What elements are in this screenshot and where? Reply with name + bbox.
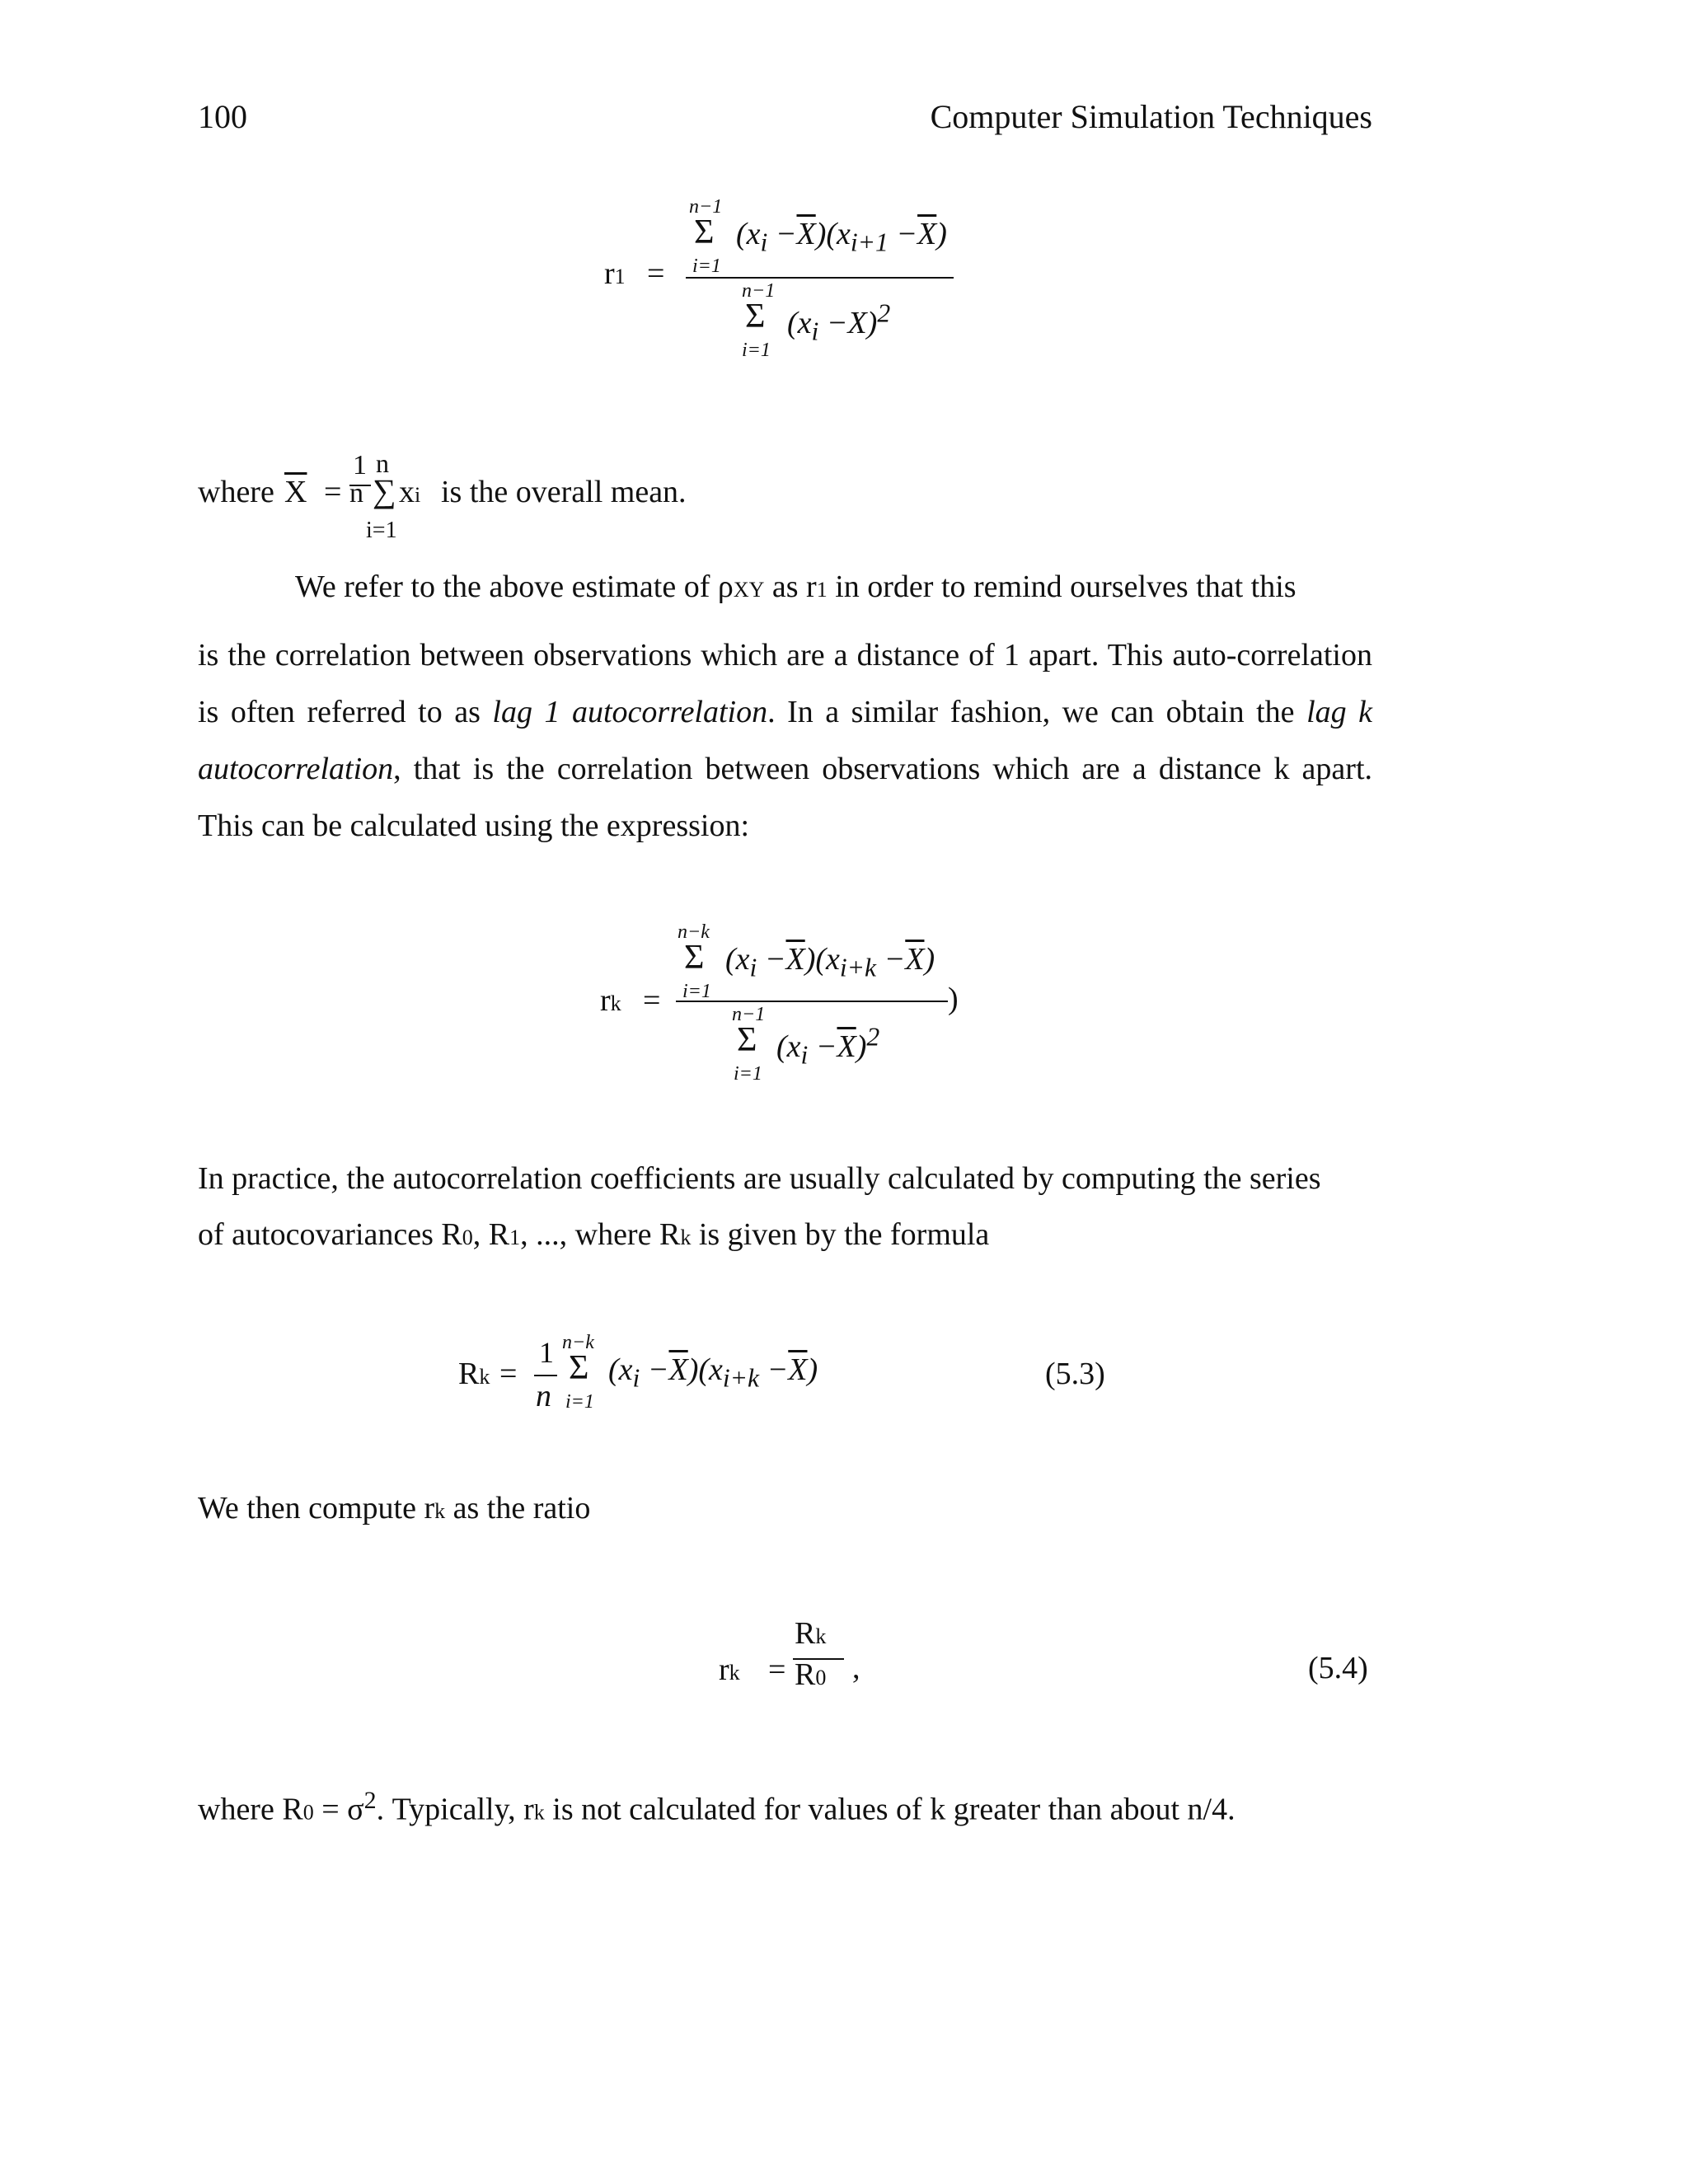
- p2-text-b: , R: [472, 1217, 510, 1252]
- eq-r1-num-upper: n−1: [689, 196, 723, 218]
- eq-r1-den-sum: Σ: [745, 298, 766, 335]
- eq54-den: R: [795, 1657, 816, 1692]
- p2-text-c: , ..., where R: [520, 1217, 681, 1252]
- eq54-lhs-sub: k: [729, 1661, 740, 1685]
- eq-rk-num-lower: i=1: [682, 981, 711, 1002]
- paragraph1-line1: [295, 569, 1296, 605]
- line-then-compute: [198, 1490, 590, 1526]
- paragraph1-body: [198, 627, 1372, 855]
- eq53-number: (5.3): [1045, 1357, 1105, 1391]
- eq-r1-equals: =: [647, 256, 665, 291]
- p2-text-d: is given by the formula: [691, 1217, 990, 1252]
- p2-text-a: of autocovariances R: [198, 1217, 462, 1252]
- eq53-lhs-sub: k: [479, 1365, 490, 1389]
- final-text-d: is not calculated for values of k greater than about n/4.: [544, 1792, 1236, 1827]
- eq54-den-sub: 0: [815, 1666, 827, 1690]
- p1-sub-1: 1: [816, 578, 828, 602]
- mean-equals: =: [324, 475, 342, 509]
- p1-text-a: We refer to the above estimate of ρ: [295, 569, 734, 604]
- p2-sub-k: k: [680, 1226, 692, 1249]
- eq54-comma: ,: [852, 1651, 860, 1685]
- mean-symbol: $\overline{X}$: [284, 475, 307, 509]
- eq-r1-den-body: $(x_i -X)^2$: [787, 298, 891, 346]
- paragraph2-line2: [198, 1216, 989, 1253]
- eq-rk-trailing: ): [948, 982, 959, 1016]
- eq54-number: (5.4): [1308, 1651, 1368, 1685]
- eq-r1-num-body: $(x_i -\overline{X})(x_{i+1} -\overline{X})$: [736, 217, 947, 257]
- mean-sum-lower: i=1: [366, 518, 397, 543]
- eq-rk-lhs-sub: k: [610, 991, 621, 1015]
- mean-term-sub: i: [415, 483, 421, 507]
- sigma-icon: Σ: [569, 1349, 589, 1387]
- p1-rest-a: is the correlation between observations which are a distance of 1 apart. This auto-correlation is often referred to as: [198, 638, 1372, 729]
- p2-sub-0: 0: [462, 1226, 473, 1249]
- eq-rk-equals: =: [643, 983, 661, 1018]
- p1-rest-c: , that is the correlation between observations which are a distance k apart. This can be calculated using the expression:: [198, 752, 1372, 843]
- eq-r1-den-upper: n−1: [742, 280, 776, 302]
- mean-frac-den: n: [349, 478, 363, 509]
- eq-rk-lhs: r: [600, 983, 611, 1018]
- eq53-sum-upper: n−k: [562, 1332, 594, 1353]
- sigma-icon: Σ: [737, 1021, 757, 1059]
- final-sup-2: 2: [363, 1787, 377, 1814]
- final-text-b: = σ: [313, 1792, 364, 1827]
- eq-rk-num-body: $(x_i -\overline{X})(x_{i+k} -\overline{X})$: [725, 942, 935, 982]
- eq53-lhs: R: [458, 1357, 480, 1391]
- eq-rk-fraction-bar: [676, 1001, 948, 1002]
- eq-r1-num-lower: i=1: [692, 255, 721, 277]
- p1-rest-b: . In a similar fashion, we can obtain the: [767, 695, 1307, 729]
- p1-italic-lagk: lag k autocorrelation: [198, 695, 1372, 786]
- eq54-lhs: r: [719, 1652, 729, 1687]
- eq-rk-den-body: $(x_i -\overline{X})^2$: [776, 1022, 880, 1070]
- final-sub-k: k: [533, 1800, 545, 1825]
- eq-r1-den-lower: i=1: [742, 340, 771, 361]
- final-line: [198, 1787, 1236, 1828]
- eq-rk-den-upper: n−1: [732, 1004, 766, 1025]
- paragraph2-line1: In practice, the autocorrelation coefficients are usually calculated by computing the series: [198, 1161, 1321, 1196]
- p2-sub-1: 1: [509, 1226, 521, 1249]
- eq-r1-lhs-sub: 1: [614, 265, 626, 288]
- eq53-frac-bar: [534, 1375, 557, 1376]
- final-text-c: . Typically, r: [376, 1792, 534, 1827]
- then-text-a: We then compute r: [198, 1491, 435, 1526]
- eq53-sum-lower: i=1: [565, 1391, 594, 1413]
- eq54-num: R: [795, 1616, 816, 1651]
- eq53-frac-den: n: [536, 1379, 551, 1413]
- p1-text-b: as r: [764, 569, 817, 604]
- then-text-b: as the ratio: [445, 1491, 591, 1526]
- page-number: 100: [198, 98, 247, 135]
- final-text-a: where R: [198, 1792, 303, 1827]
- eq-r1-lhs: r: [604, 256, 615, 291]
- eq54-num-sub: k: [815, 1624, 827, 1648]
- eq53-equals: =: [499, 1357, 518, 1391]
- mean-prefix: where: [198, 475, 274, 509]
- p1-text-c: in order to remind ourselves that this: [827, 569, 1296, 604]
- eq54-equals: =: [768, 1652, 786, 1687]
- sigma-icon: ∑: [373, 472, 396, 509]
- mean-term: x: [399, 475, 415, 509]
- p1-italic-lag1: lag 1 autocorrelation: [492, 695, 768, 729]
- mean-frac-num: 1: [353, 450, 367, 480]
- sigma-icon: Σ: [684, 939, 705, 977]
- mean-suffix: is the overall mean.: [441, 475, 687, 509]
- mean-sum-upper: n: [376, 448, 389, 478]
- eq53-frac-num: 1: [539, 1336, 554, 1369]
- eq-r1-fraction-bar: [686, 277, 954, 279]
- p1-sub-xy: XY: [733, 578, 765, 602]
- running-title: Computer Simulation Techniques: [930, 98, 1372, 135]
- eq53-body: $(x_i -\overline{X})(x_{i+k} -\overline{X})$: [608, 1352, 818, 1393]
- final-sub-0: 0: [302, 1800, 314, 1825]
- eq-rk-num-upper: n−k: [678, 921, 710, 943]
- eq-rk-den-lower: i=1: [734, 1063, 762, 1085]
- eq-r1-num-sum: Σ: [694, 213, 715, 251]
- then-sub-k: k: [434, 1499, 446, 1523]
